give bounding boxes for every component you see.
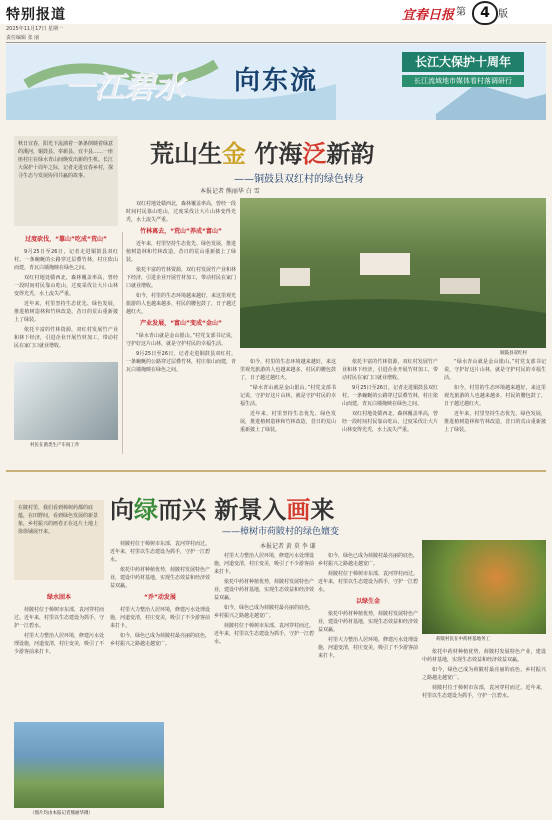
issue-date: 2025年11月17日 星期一 — [6, 26, 64, 32]
newspaper-logo: 宜春日报 — [402, 8, 455, 23]
column-divider — [122, 232, 123, 454]
series-badge — [402, 52, 524, 92]
article1-col2: 双红村地处赣西北，森林覆盖率高，曾经一段时间村民靠山吃山，过度采伐让大片山林变得光秃，水土流失严重。 竹林离去，“荒山”养成“富山” 近年来，村里坚持生态优先、绿色发展，推进植树造林和竹林改造，昔日的荒山重新披上了绿装。 依托丰富的竹林资源，双红村发展竹产业和林下经济，引进企业开展竹材加工，带动村民在家门口就业增收。 如今，村里的生态环境越来越好，来这里观光旅游的人也越来越多，村民的腰包鼓了，日子越过越红火。 产业发展，“富山”变成“金山” “绿水青山就是金山银山。”村党支部书记说，守护好这片山林，就是守护村民的幸福生活。 9月25日至26日，记者走进铜鼓县双红村。一条蜿蜒的公路穿过层叠竹林，村庄依山而建，青瓦白墙掩映在绿色之间。 — [126, 201, 236, 373]
article1-title: 荒山生金 竹海泛新韵 — [150, 140, 375, 168]
article1-byline: 本报记者 熊丽华 白 雪 — [200, 188, 260, 195]
page-prefix: 第 — [456, 7, 466, 18]
section-divider — [6, 470, 546, 472]
banner-title-calligraphy: 一江碧水 — [64, 70, 184, 105]
village-caption: 铜鼓县双红村 — [500, 351, 527, 356]
article1-col1: 过度砍伐，“靠山”吃成“荒山” 9月25日至26日，记者走进铜鼓县双红村。一条蜿蜒的公路穿过层叠竹林，村庄依山而建，青瓦白墙掩映在绿色之间。 双红村地处赣西北，森林覆盖率高，曾经一段时间村民靠山吃山，过度采伐让大片山林变得光秃，水土流失严重。 近年来，村里坚持生态优先、绿色发展，推进植树造林和竹林改造，昔日的荒山重新披上了绿装。 依托丰富的竹林资源，双红村发展竹产业和林下经济，引进企业开展竹材加工，带动村民在家门口就业增收。 — [14, 236, 118, 349]
photo-caption: 村民在菌类生产车间工作 — [30, 443, 80, 448]
section-heading: 过度砍伐，“靠山”吃成“荒山” — [25, 236, 107, 243]
herb-photo — [422, 540, 546, 634]
banner-title: 向东流 — [234, 66, 319, 96]
article1-col5: “绿水青山就是金山银山。”村党支部书记说，守护好这片山林，就是守护村民的幸福生活。 如今，村里的生态环境越来越好，来这里观光旅游的人也越来越多，村民的腰包鼓了，日子越过越红火。 近年来，村里坚持生态优先、绿色发展，推进植树造林和竹林改造，昔日的荒山重新披上了绿装。 — [444, 359, 546, 433]
series-subtitle: 长江流域地市媒体看村落调研行 — [402, 75, 524, 87]
article2-col2: 荷陂村位于樟树市东部，袁河穿村而过。近年来，村里以生态建设为抓手，守护一江碧水。 依托中药材种植优势，荷陂村发展特色产业，建设中药材基地，实现生态效益和经济效益双赢。 “乔”动发展 村里大力整治人居环境，修建污水处理设施，河道变清，村庄变美，吸引了不少游客前来打卡。 如今，绿色已成为荷陂村最亮丽的底色，乡村振兴之路越走越宽广。 — [110, 541, 210, 647]
article2-col5: 依托中药材种植优势，荷陂村发展特色产业，建设中药材基地，实现生态效益和经济效益双赢。 如今，绿色已成为荷陂村最亮丽的底色，乡村振兴之路越走越宽广。 荷陂村位于樟树市东部，袁河穿村而过。近年来，村里以生态建设为抓手，守护一江碧水。 — [422, 649, 546, 699]
page-suffix: 版 — [498, 9, 508, 20]
village-photo — [240, 198, 546, 348]
photo-credit: （图片均由本报记者熊丽华摄） — [30, 811, 93, 816]
section-label: 特别报道 — [6, 7, 66, 23]
editor-line: 责任编辑 张 丽 — [6, 35, 40, 41]
feature-banner — [6, 44, 546, 120]
article1-col3: 如今，村里的生态环境越来越好，来这里观光旅游的人也越来越多，村民的腰包鼓了，日子越过越红火。 “绿水青山就是金山银山。”村党支部书记说，守护好这片山林，就是守护村民的幸福生活。 近年来，村里坚持生态优先、绿色发展，推进植树造林和竹林改造，昔日的荒山重新披上了绿装。 — [240, 359, 336, 433]
page-number: 4 — [472, 1, 498, 25]
page-header — [0, 0, 552, 24]
article1-col4: 依托丰富的竹林资源，双红村发展竹产业和林下经济，引进企业开展竹材加工，带动村民在家门口就业增收。 9月25日至26日，记者走进铜鼓县双红村。一条蜿蜒的公路穿过层叠竹林，村庄依山而建，青瓦白墙掩映在绿色之间。 双红村地处赣西北，森林覆盖率高，曾经一段时间村民靠山吃山，过度采伐让大片山林变得光秃，水土流失严重。 — [342, 359, 438, 433]
header-rule — [6, 42, 546, 43]
herb-caption: 荷陂村民在中药材基地务工 — [436, 637, 490, 642]
article2-col1: 绿水固本 荷陂村位于樟树市东部，袁河穿村而过。近年来，村里以生态建设为抓手，守护一江碧水。 村里大力整治人居环境，修建污水处理设施，河道变清，村庄变美，吸引了不少游客前来打卡。 — [14, 594, 104, 655]
article2-quote: 在陂村里，我们看到樟树药都的底蕴，在田野间，看到绿色发展的新景象，乡村振兴的画卷正在这片土地上徐徐铺展开来。 — [14, 500, 104, 580]
article2-title: 向绿而兴 新景入画来 — [110, 496, 335, 524]
article2-col4: 如今，绿色已成为荷陂村最亮丽的底色，乡村振兴之路越走越宽广。 荷陂村位于樟树市东部，袁河穿村而过。近年来，村里以生态建设为抓手，守护一江碧水。 以绿生金 依托中药材种植优势，荷陂村发展特色产业，建设中药材基地，实现生态效益和经济效益双赢。 村里大力整治人居环境，修建污水处理设施，河道变清，村庄变美，吸引了不少游客前来打卡。 — [318, 553, 418, 659]
article1-subtitle: ——铜鼓县双红村的绿色转身 — [234, 174, 364, 185]
series-title: 长江大保护十周年 — [402, 52, 524, 72]
article2-col3: 村里大力整治人居环境，修建污水处理设施，河道变清，村庄变美，吸引了不少游客前来打卡。 依托中药材种植优势，荷陂村发展特色产业，建设中药材基地，实现生态效益和经济效益双赢。 如今，绿色已成为荷陂村最亮丽的底色，乡村振兴之路越走越宽广。 荷陂村位于樟树市东部，袁河穿村而过。近年来，村里以生态建设为抓手，守护一江碧水。 — [214, 553, 314, 645]
article2-byline: 本报记者 黄 莫 李 谦 — [260, 543, 316, 550]
river-photo — [14, 722, 164, 808]
factory-photo — [14, 362, 118, 440]
village-scene — [240, 198, 546, 348]
article2-subtitle: ——樟树市荷陂村的绿色嬗变 — [222, 527, 340, 537]
intro-box: 秋日宜春，阳光下流淌着一条条倒映着绿意的溪河，铜鼓县、奉新县、宜丰县……一座座村庄在绿水青山间焕发出新的生机。长江大保护十周年之际，记者走进宜春乡村，探寻生态与发展协同共赢的故事。 — [14, 136, 118, 226]
